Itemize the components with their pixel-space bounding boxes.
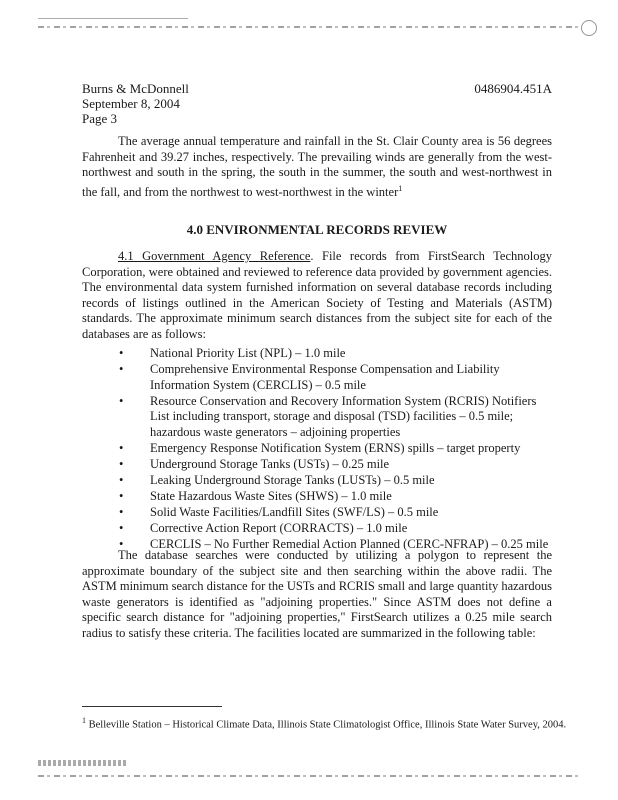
bullet-icon: • <box>119 520 124 535</box>
scan-artifact-stamp <box>38 760 128 766</box>
list-item: • State Hazardous Waste Sites (SHWS) – 1.0 mile <box>119 488 392 503</box>
footnote-divider <box>82 706 222 707</box>
list-item: • National Priority List (NPL) – 1.0 mile <box>119 346 346 360</box>
list-item: • Comprehensive Environmental Response Compensation and Liability Information System (CERCLIS) – 0.5 mile <box>119 362 500 392</box>
bullet-icon: • <box>119 456 124 471</box>
bullet-icon: • <box>119 346 124 360</box>
list-item: • Emergency Response Notification System (ERNS) spills – target property <box>119 440 521 455</box>
bullet-icon: • <box>119 504 124 519</box>
header-page: Page 3 <box>82 111 118 126</box>
list-item: • CERCLIS – No Further Remedial Action Planned (CERC-NFRAP) – 0.25 mile <box>119 536 549 551</box>
paragraph-climate-text: The average annual temperature and rainfall in the St. Clair County area is 56 degrees Fahrenheit and 39.27 inches, respectively. The prevailing winds are generally from the west-northwest and south in the spring, the south in the summer, the south and west-northwest in the fall, and from the northwest to west-northwest in the winter <box>82 134 552 199</box>
bullet-icon: • <box>119 472 124 487</box>
list-item: • Solid Waste Facilities/Landfill Sites (SWF/LS) – 0.5 mile <box>119 504 439 519</box>
scan-artifact-bottom <box>38 775 578 777</box>
footnote-text: Belleville Station – Historical Climate Data, Illinois State Climatologist Office, Illinois State Water Survey, 2004. <box>88 719 567 731</box>
footnote-reference: 1 <box>398 183 403 193</box>
paragraph-agency-reference <box>82 249 552 342</box>
list-item: • Corrective Action Report (CORRACTS) – 1.0 mile <box>119 520 408 535</box>
bullet-icon: • <box>119 488 124 503</box>
scan-artifact-tick <box>38 18 188 19</box>
scan-artifact-top <box>38 26 578 28</box>
database-list <box>82 346 552 553</box>
header-project-number: 0486904.451A <box>474 81 552 96</box>
footnote <box>82 714 567 732</box>
bullet-icon: • <box>119 536 124 551</box>
footnote-marker: 1 <box>82 716 86 725</box>
header-company: Burns & McDonnell <box>82 81 189 96</box>
header-date: September 8, 2004 <box>82 96 180 111</box>
paragraph-agency-text: . File records from FirstSearch Technology Corporation, were obtained and reviewed to reference data provided by government agencies. The environmental data system furnished information on several database records including records of listings outlined in the American Society of Testing and Materials (ASTM) standards. The approximate minimum search distances from the subject site for each of the databases are as follows: <box>82 249 552 341</box>
page-header <box>82 81 552 126</box>
section-title: 4.0 ENVIRONMENTAL RECORDS REVIEW <box>186 222 448 237</box>
bullet-icon: • <box>119 440 124 455</box>
bullet-icon: • <box>119 393 124 408</box>
list-item: • Leaking Underground Storage Tanks (LUSTs) – 0.5 mile <box>119 472 435 487</box>
list-item: • Resource Conservation and Recovery Information System (RCRIS) Notifiers List including transport, storage and disposal (TSD) facilities – 0.5 mile; hazardous waste generators – adjoining properties <box>119 393 537 439</box>
paragraph-search-text: The database searches were conducted by utilizing a polygon to represent the approximate boundary of the subject site and then searching within the above radii. The ASTM minimum search distance for the USTs and RCRIS small and large quantity hazardous waste generators is identified as "adjoining properties." Since ASTM does not define a specific search distance for "adjoining properties," FirstSearch utilizes a 0.25 mile search radius to satisfy these criteria. The facilities located are summarized in the following table: <box>82 548 552 640</box>
list-item: • Underground Storage Tanks (USTs) – 0.25 mile <box>119 456 390 471</box>
scan-artifact-mark <box>581 20 597 36</box>
subsection-heading: 4.1 Government Agency Reference <box>118 249 311 263</box>
paragraph-search-method <box>82 548 552 641</box>
paragraph-climate <box>82 134 552 200</box>
bullet-icon: • <box>119 362 124 376</box>
